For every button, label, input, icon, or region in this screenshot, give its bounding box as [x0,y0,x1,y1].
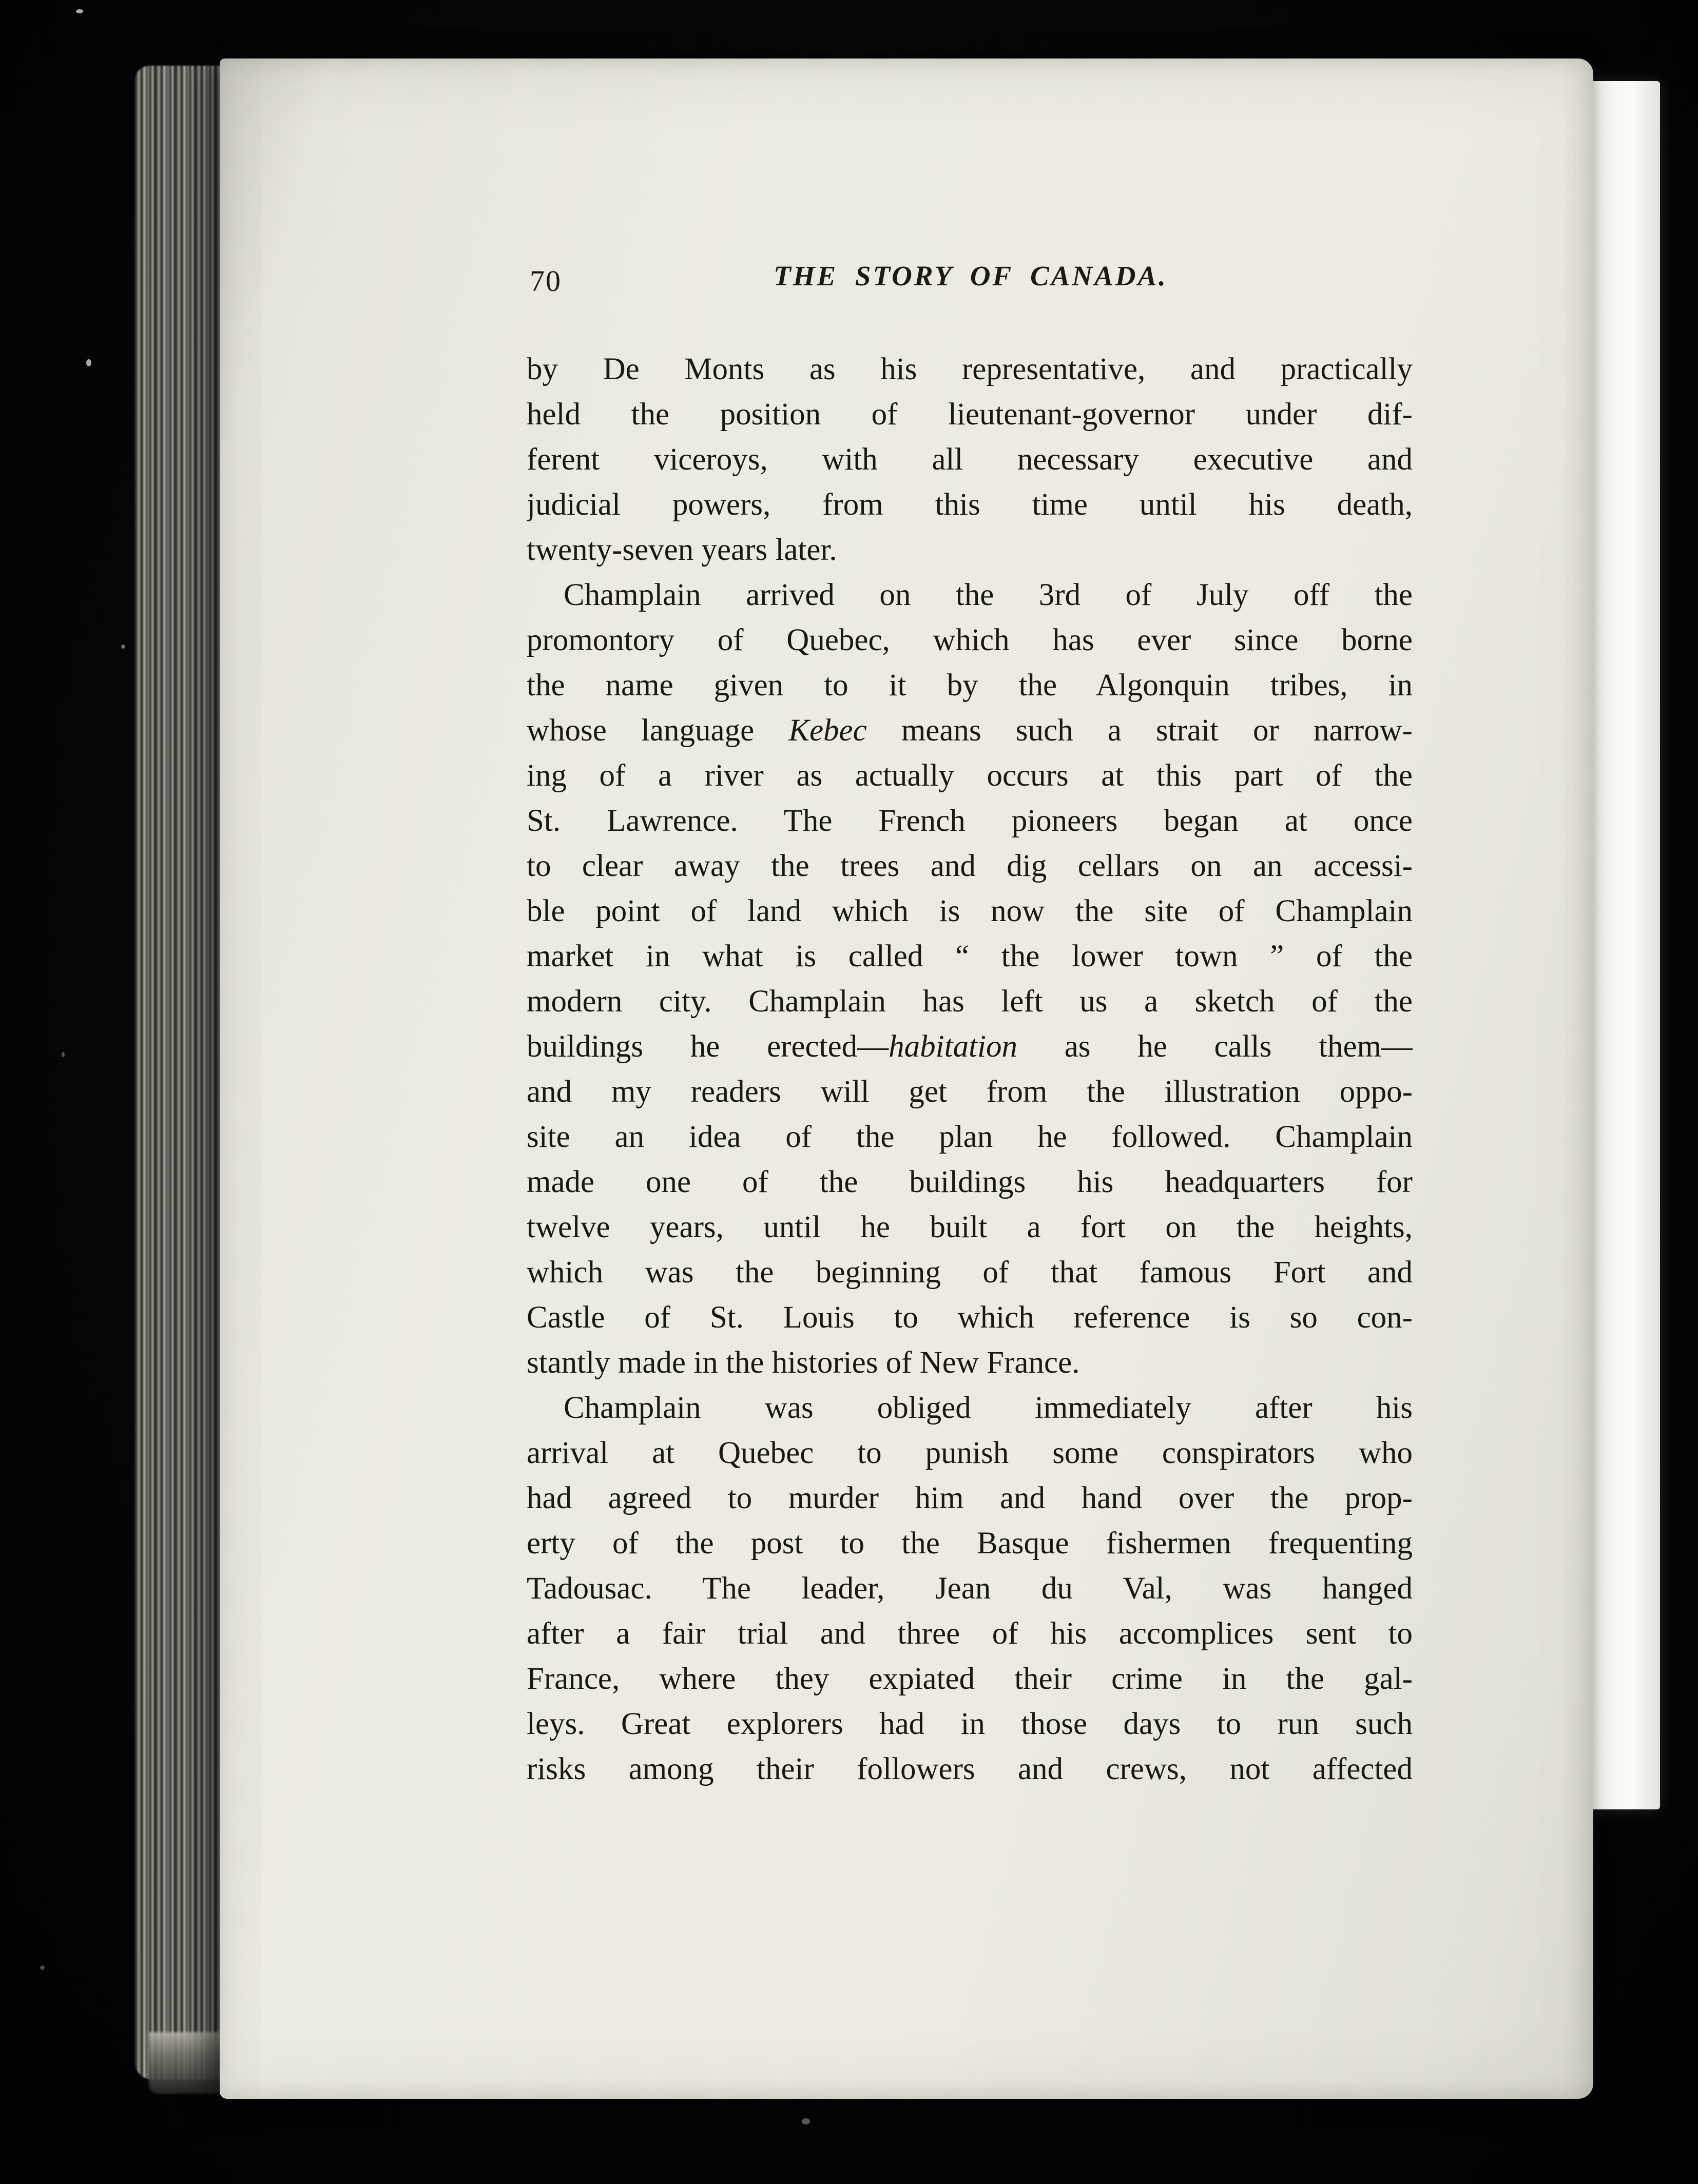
dust-speck [62,1052,65,1057]
text-line: Tadousac. The leader, Jean du Val, was hanged [527,1571,1413,1606]
text-line: Castle of St. Louis to which reference is so con- [527,1300,1413,1335]
text-line: promontory of Quebec, which has ever since borne [527,623,1413,657]
text-line: modern city. Champlain has left us a sketch of the [527,984,1413,1019]
italic-text: habitation [889,1029,1017,1064]
text-line: made one of the buildings his headquarters for [527,1165,1413,1199]
text-line: ferent viceroys, with all necessary executive and [527,442,1413,477]
running-title: THE STORY OF CANADA. [774,260,1168,291]
dust-speck [86,359,91,366]
text-line: buildings he erected—habitation as he calls them— [527,1029,1413,1064]
text-line: Champlain arrived on the 3rd of July off the [564,578,1413,612]
running-head [528,260,1414,306]
text-line: erty of the post to the Basque fishermen frequenting [527,1526,1413,1561]
text-line: judicial powers, from this time until his death, [527,488,1413,522]
book-page [220,59,1593,2099]
text-line: twenty-seven years later. [527,533,837,567]
text-line: market in what is called “ the lower town ” of the [527,939,1413,973]
dust-speck [76,9,83,13]
text-line: by De Monts as his representative, and practically [527,352,1413,386]
body-text [527,347,1413,1792]
text-line: the name given to it by the Algonquin tribes, in [527,668,1413,703]
page-number: 70 [530,264,562,298]
text-line: ing of a river as actually occurs at this part of the [527,758,1413,793]
text-line: to clear away the trees and dig cellars on an accessi- [527,849,1413,883]
text-line: stantly made in the histories of New France. [527,1346,1080,1380]
text-line: leys. Great explorers had in those days to run such [527,1707,1413,1741]
dust-speck [121,645,125,649]
text-line: ble point of land which is now the site of Champlain [527,894,1413,928]
text-line: site an idea of the plan he followed. Champlain [527,1120,1413,1154]
dust-speck [802,2118,810,2124]
facing-page-edge [1582,81,1660,1809]
text-line: held the position of lieutenant-governor under dif- [527,397,1413,432]
text-line: risks among their followers and crews, not affected [527,1752,1413,1786]
text-line: after a fair trial and three of his accomplices sent to [527,1616,1413,1651]
text-line: whose language Kebec means such a strait or narrow- [527,713,1413,748]
text-line: France, where they expiated their crime in the gal- [527,1662,1413,1696]
text-line: had agreed to murder him and hand over the prop- [527,1481,1413,1515]
text-line: arrival at Quebec to punish some conspirators who [527,1436,1413,1470]
italic-text: Kebec [788,713,867,748]
text-line: and my readers will get from the illustration oppo- [527,1075,1413,1109]
text-line: twelve years, until he built a fort on the heights, [527,1210,1413,1244]
dust-speck [40,1965,45,1970]
text-line: Champlain was obliged immediately after his [564,1391,1413,1425]
text-line: St. Lawrence. The French pioneers began at once [527,804,1413,838]
text-line: which was the beginning of that famous Fort and [527,1255,1413,1290]
